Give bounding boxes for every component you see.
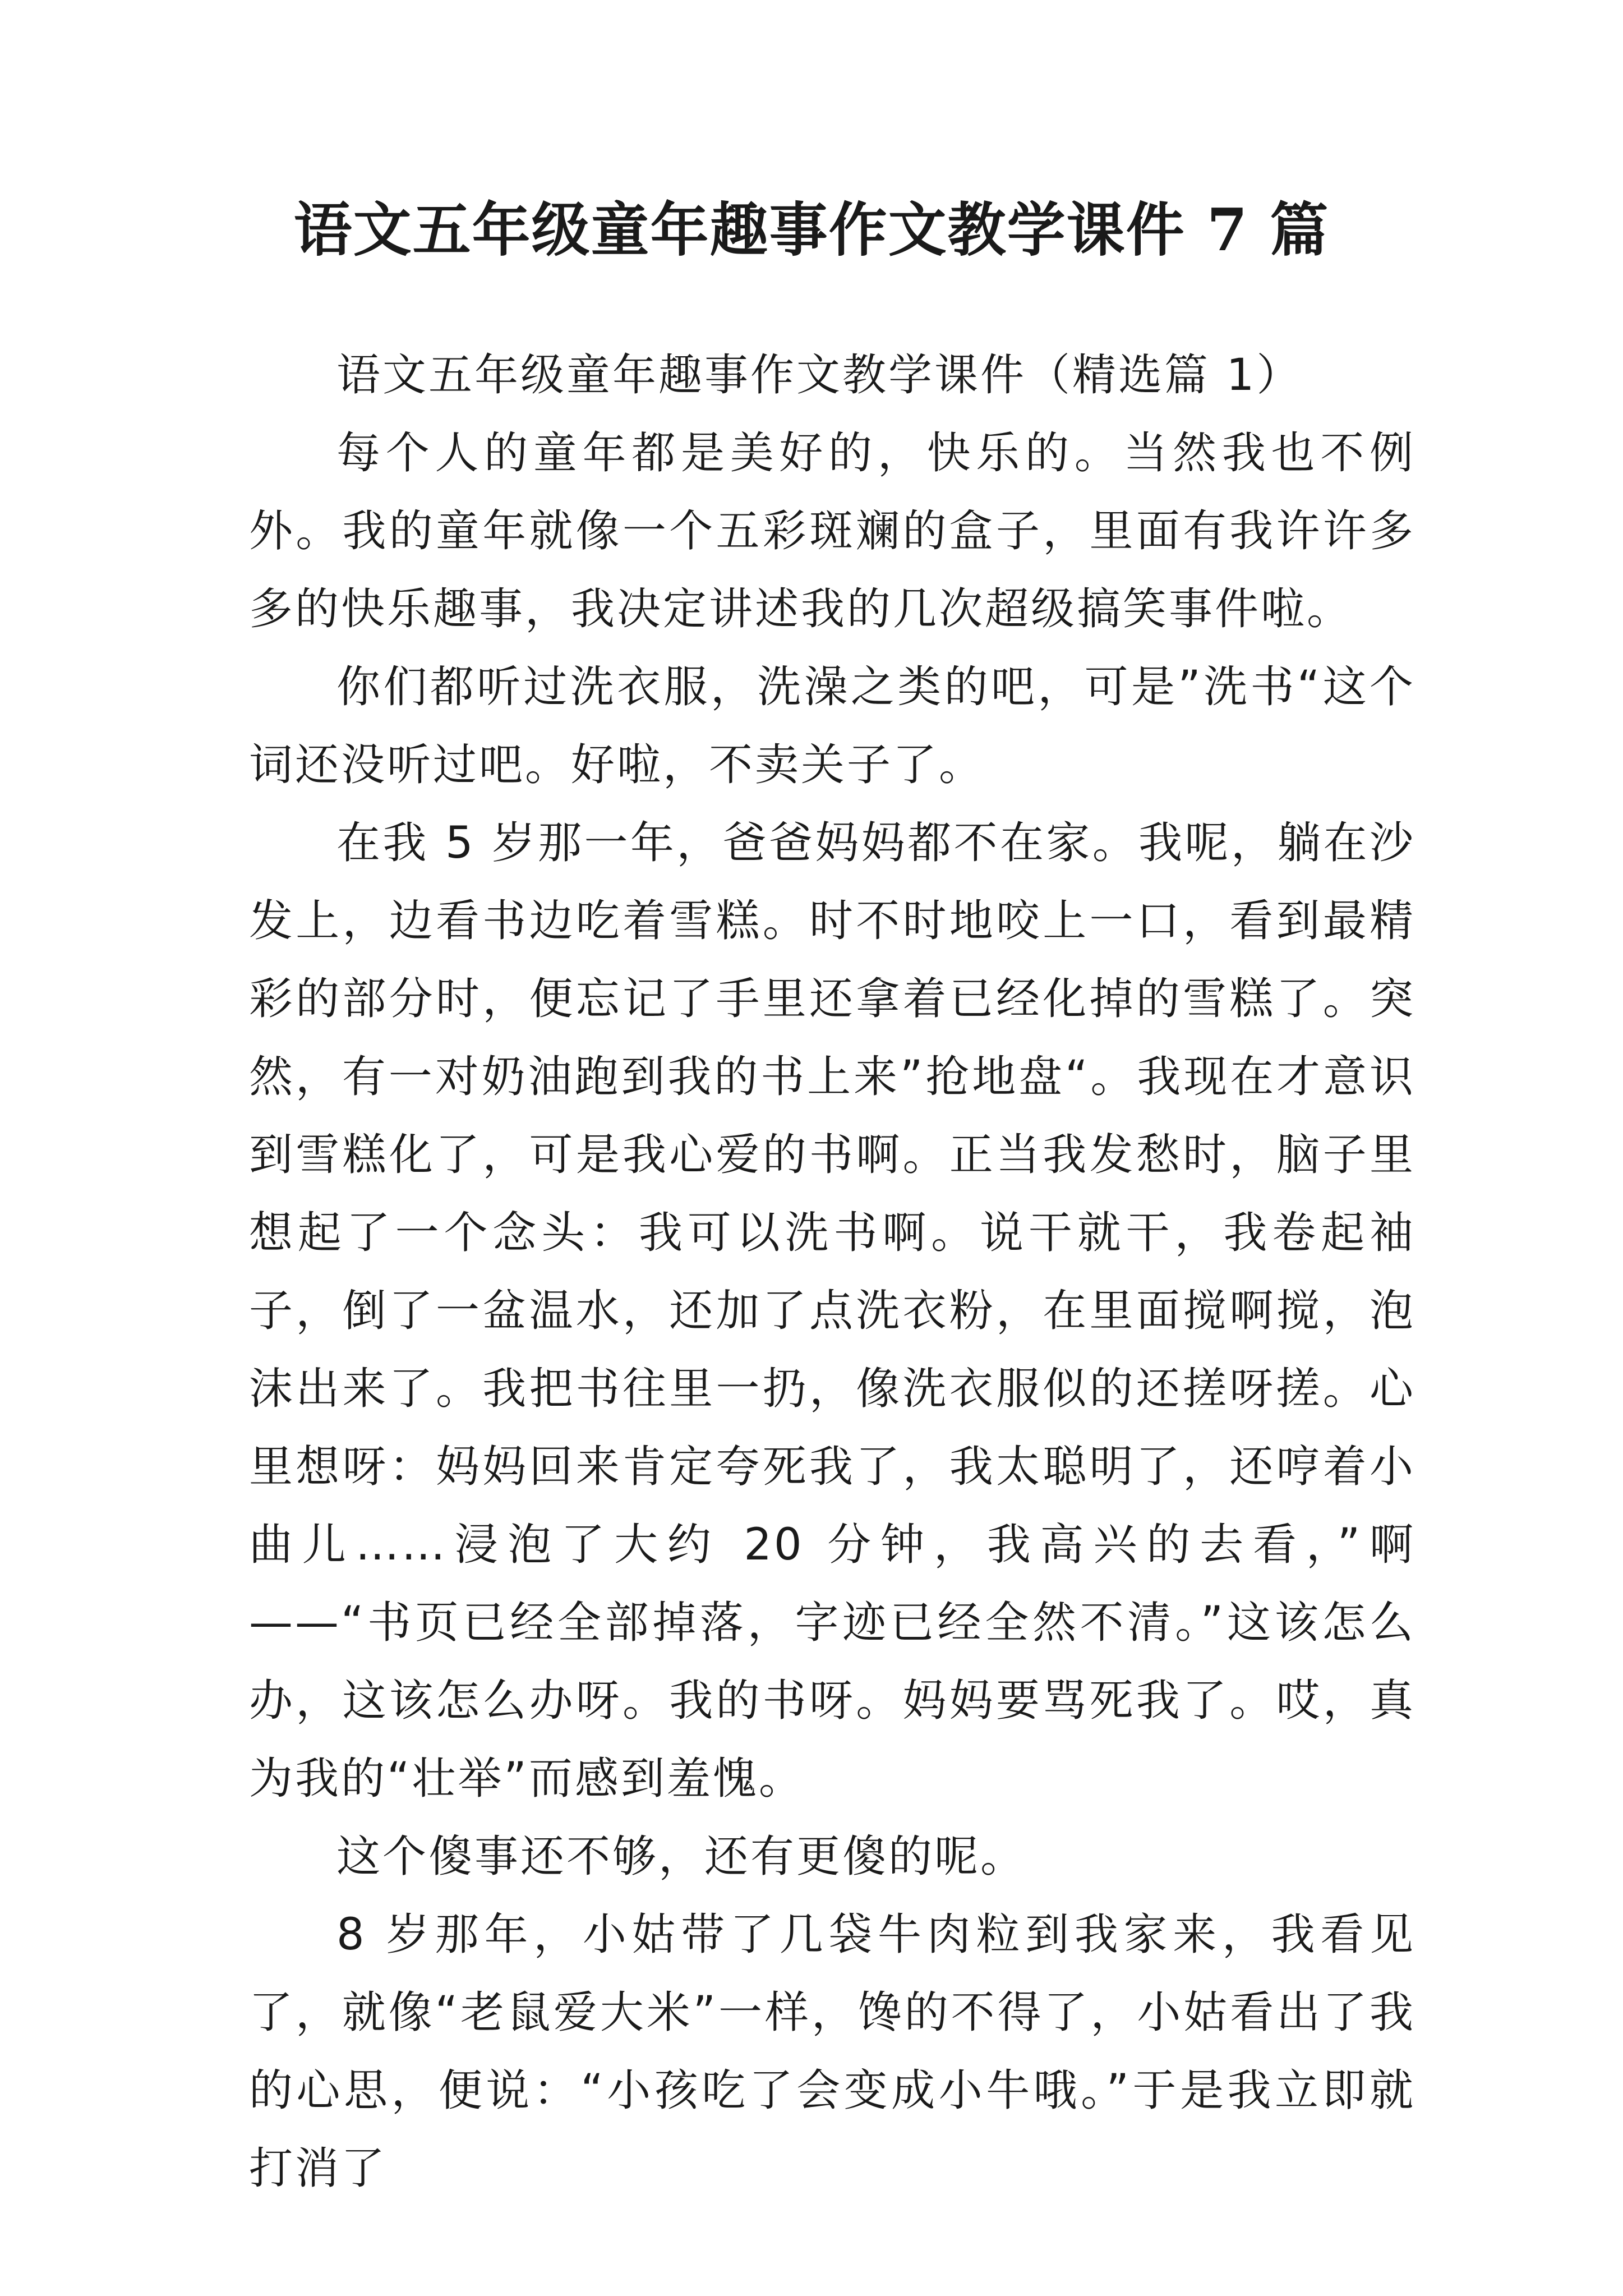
body-paragraph: 你们都听过洗衣服，洗澡之类的吧，可是”洗书“这个词还没听过吧。好啦，不卖关子了。 (249, 662, 1415, 790)
body-paragraph: 每个人的童年都是美好的，快乐的。当然我也不例外。我的童年就像一个五彩斑斓的盒子，里面有我许许多多的快乐趣事，我决定讲述我的几次超级搞笑事件啦。 (249, 428, 1415, 634)
document-body (249, 337, 1415, 2208)
body-paragraph: 这个傻事还不够，还有更傻的呢。 (336, 1832, 1027, 1882)
section-heading: 语文五年级童年趣事作文教学课件（精选篇 1） (336, 350, 1303, 401)
body-paragraph: 在我 5 岁那一年，爸爸妈妈都不在家。我呢，躺在沙发上，边看书边吃着雪糕。时不时地咬上一口，看到最精彩的部分时，便忘记了手里还拿着已经化掉的雪糕了。突然，有一对奶油跑到我的书上来”抢地盘“。我现在才意识到雪糕化了，可是我心爱的书啊。正当我发愁时，脑子里想起了一个念头：我可以洗书啊。说干就干，我卷起袖子，倒了一盆温水，还加了点洗衣粉，在里面搅啊搅，泡沫出来了。我把书往里一扔，像洗衣服似的还搓呀搓。心里想呀：妈妈回来肯定夸死我了，我太聪明了，还哼着小曲儿……浸泡了大约 20 分钟，我高兴的去看，”啊——“书页已经全部掉落，字迹已经全然不清。”这该怎么办，这该怎么办呀。我的书呀。妈妈要骂死我了。哎，真为我的“壮举”而感到羞愧。 (249, 818, 1415, 1804)
body-paragraph: 8 岁那年，小姑带了几袋牛肉粒到我家来，我看见了，就像“老鼠爱大米”一样，馋的不得了，小姑看出了我的心思，便说：“小孩吃了会变成小牛哦。”于是我立即就打消了 (249, 1910, 1415, 2194)
document-title: 语文五年级童年趣事作文教学课件 7 篇 (293, 195, 1330, 264)
